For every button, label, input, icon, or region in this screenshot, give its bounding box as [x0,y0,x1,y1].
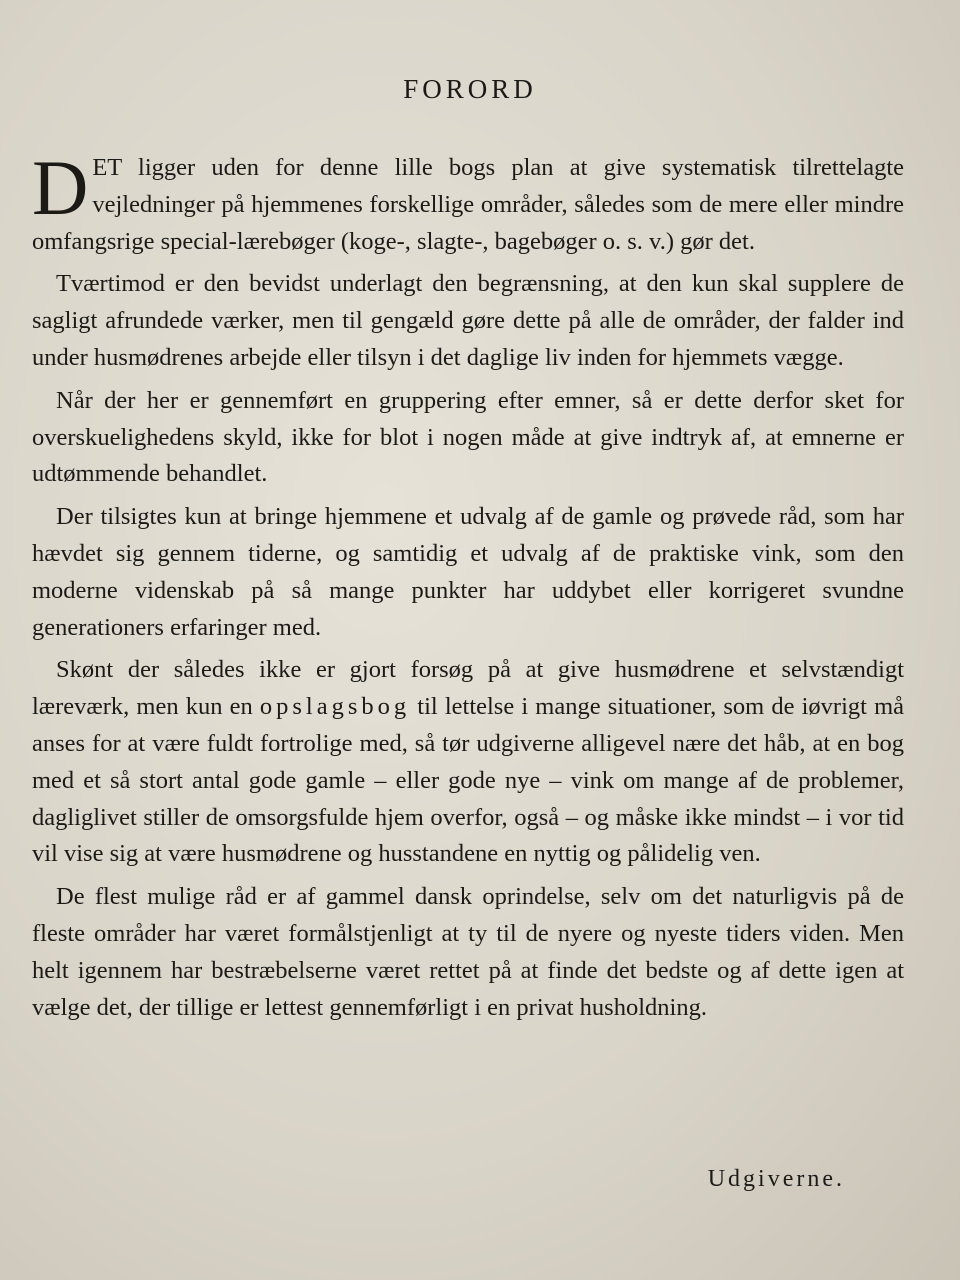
signature: Udgiverne. [707,1166,845,1192]
paragraph-3: Når der her er gennemført en gruppering efter emner, så er dette derfor sket for overskuelighedens skyld, ikke for blot i nogen måde at give indtryk af, at emnerne er udtømmende behandlet. [32,386,904,488]
paragraph-5-before: Skønt der således ikke er gjort forsøg på at give husmødrene et selvstændigt læreværk, men kun en [32,656,904,721]
page-title: FORORD [403,74,537,104]
drop-cap: D [32,144,89,231]
paragraph-6: De flest mulige råd er af gammel dansk oprindelse, selv om det naturligvis på de fleste områder har været formålstjenligt at ty til de nyere og nyeste tiders viden. Men helt igennem har bestræbelserne været rettet på at finde det bedste og af dette igen at vælge det, der tillige er lettest gennemførligt i en privat husholdning. [32,883,904,1021]
paragraph-5-after: til lettelse i mange situationer, som de iøvrigt må anses for at være fuldt fortrolige med, så tør udgiverne alligevel nære det håb, at en bog med et så stort antal gode gamle – eller gode nye – vink om mange af de problemer, dagliglivet stiller de omsorgsfulde hjem overfor, også – og måske ikke mindst – i vor tid vil vise sig at være husmødrene og husstandene en nyttig og pålidelig ven. [32,693,905,868]
paragraph-2: Tværtimod er den bevidst underlagt den begrænsning, at den kun skal supplere de sagligt afrundede værker, men til gengæld gøre dette på alle de områder, der falder ind under husmødrenes arbejde eller tilsyn i det daglige liv inden for hjemmets vægge. [32,270,904,371]
paragraph-1 [32,144,904,260]
preface-text [32,144,905,1032]
paragraph-5 [32,652,904,873]
paragraph-1-text: ET ligger uden for denne lille bogs plan at give systematisk tilrettelagte vejledninger på hjemmenes forskellige områder, således som de mere eller mindre omfangsrige special-lærebøger (koge-, slagte-, bagebøger o. s. v.) gør det. [32,154,904,255]
paragraph-4: Der tilsigtes kun at bringe hjemmene et udvalg af de gamle og prøvede råd, som har hævdet sig gennem tiderne, og samtidig et udvalg af de praktiske vink, som den moderne videnskab på så mange punkter har uddybet eller korrigeret svundne generationers erfaringer med. [32,503,904,641]
emphasized-word: opslagsbog [259,693,411,721]
